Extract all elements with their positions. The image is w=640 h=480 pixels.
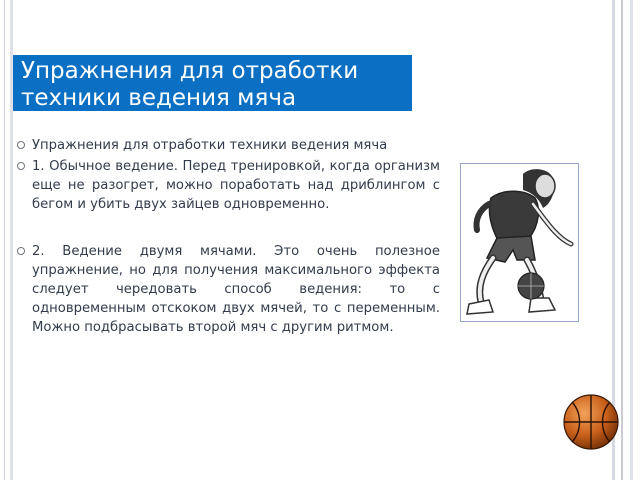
bullet-item: 1. Обычное ведение. Перед тренировкой, когда организм еще не разогрет, можно поработать над дриблингом с бегом и убить двух зайцев одновременно. <box>16 157 440 214</box>
bullet-item: Упражнения для отработки техники ведения мяча <box>16 136 440 155</box>
bullet-list <box>16 136 440 337</box>
bullet-item: 2. Ведение двумя мячами. Это очень полезное упражнение, но для получения максимального эффекта следует чередовать способ ведения: то с одновременным отскоком двух мячей, то с переменным. Можно подбрасывать второй мяч с другим ритмом. <box>16 242 440 337</box>
decorative-stripe <box>630 0 633 480</box>
decorative-stripe <box>4 0 5 480</box>
slide-title: Упражнения для отработки техники ведения мяча <box>13 55 412 111</box>
decorative-stripe <box>621 0 623 480</box>
basketball-player-image <box>460 163 579 322</box>
basketball-icon <box>562 393 620 451</box>
